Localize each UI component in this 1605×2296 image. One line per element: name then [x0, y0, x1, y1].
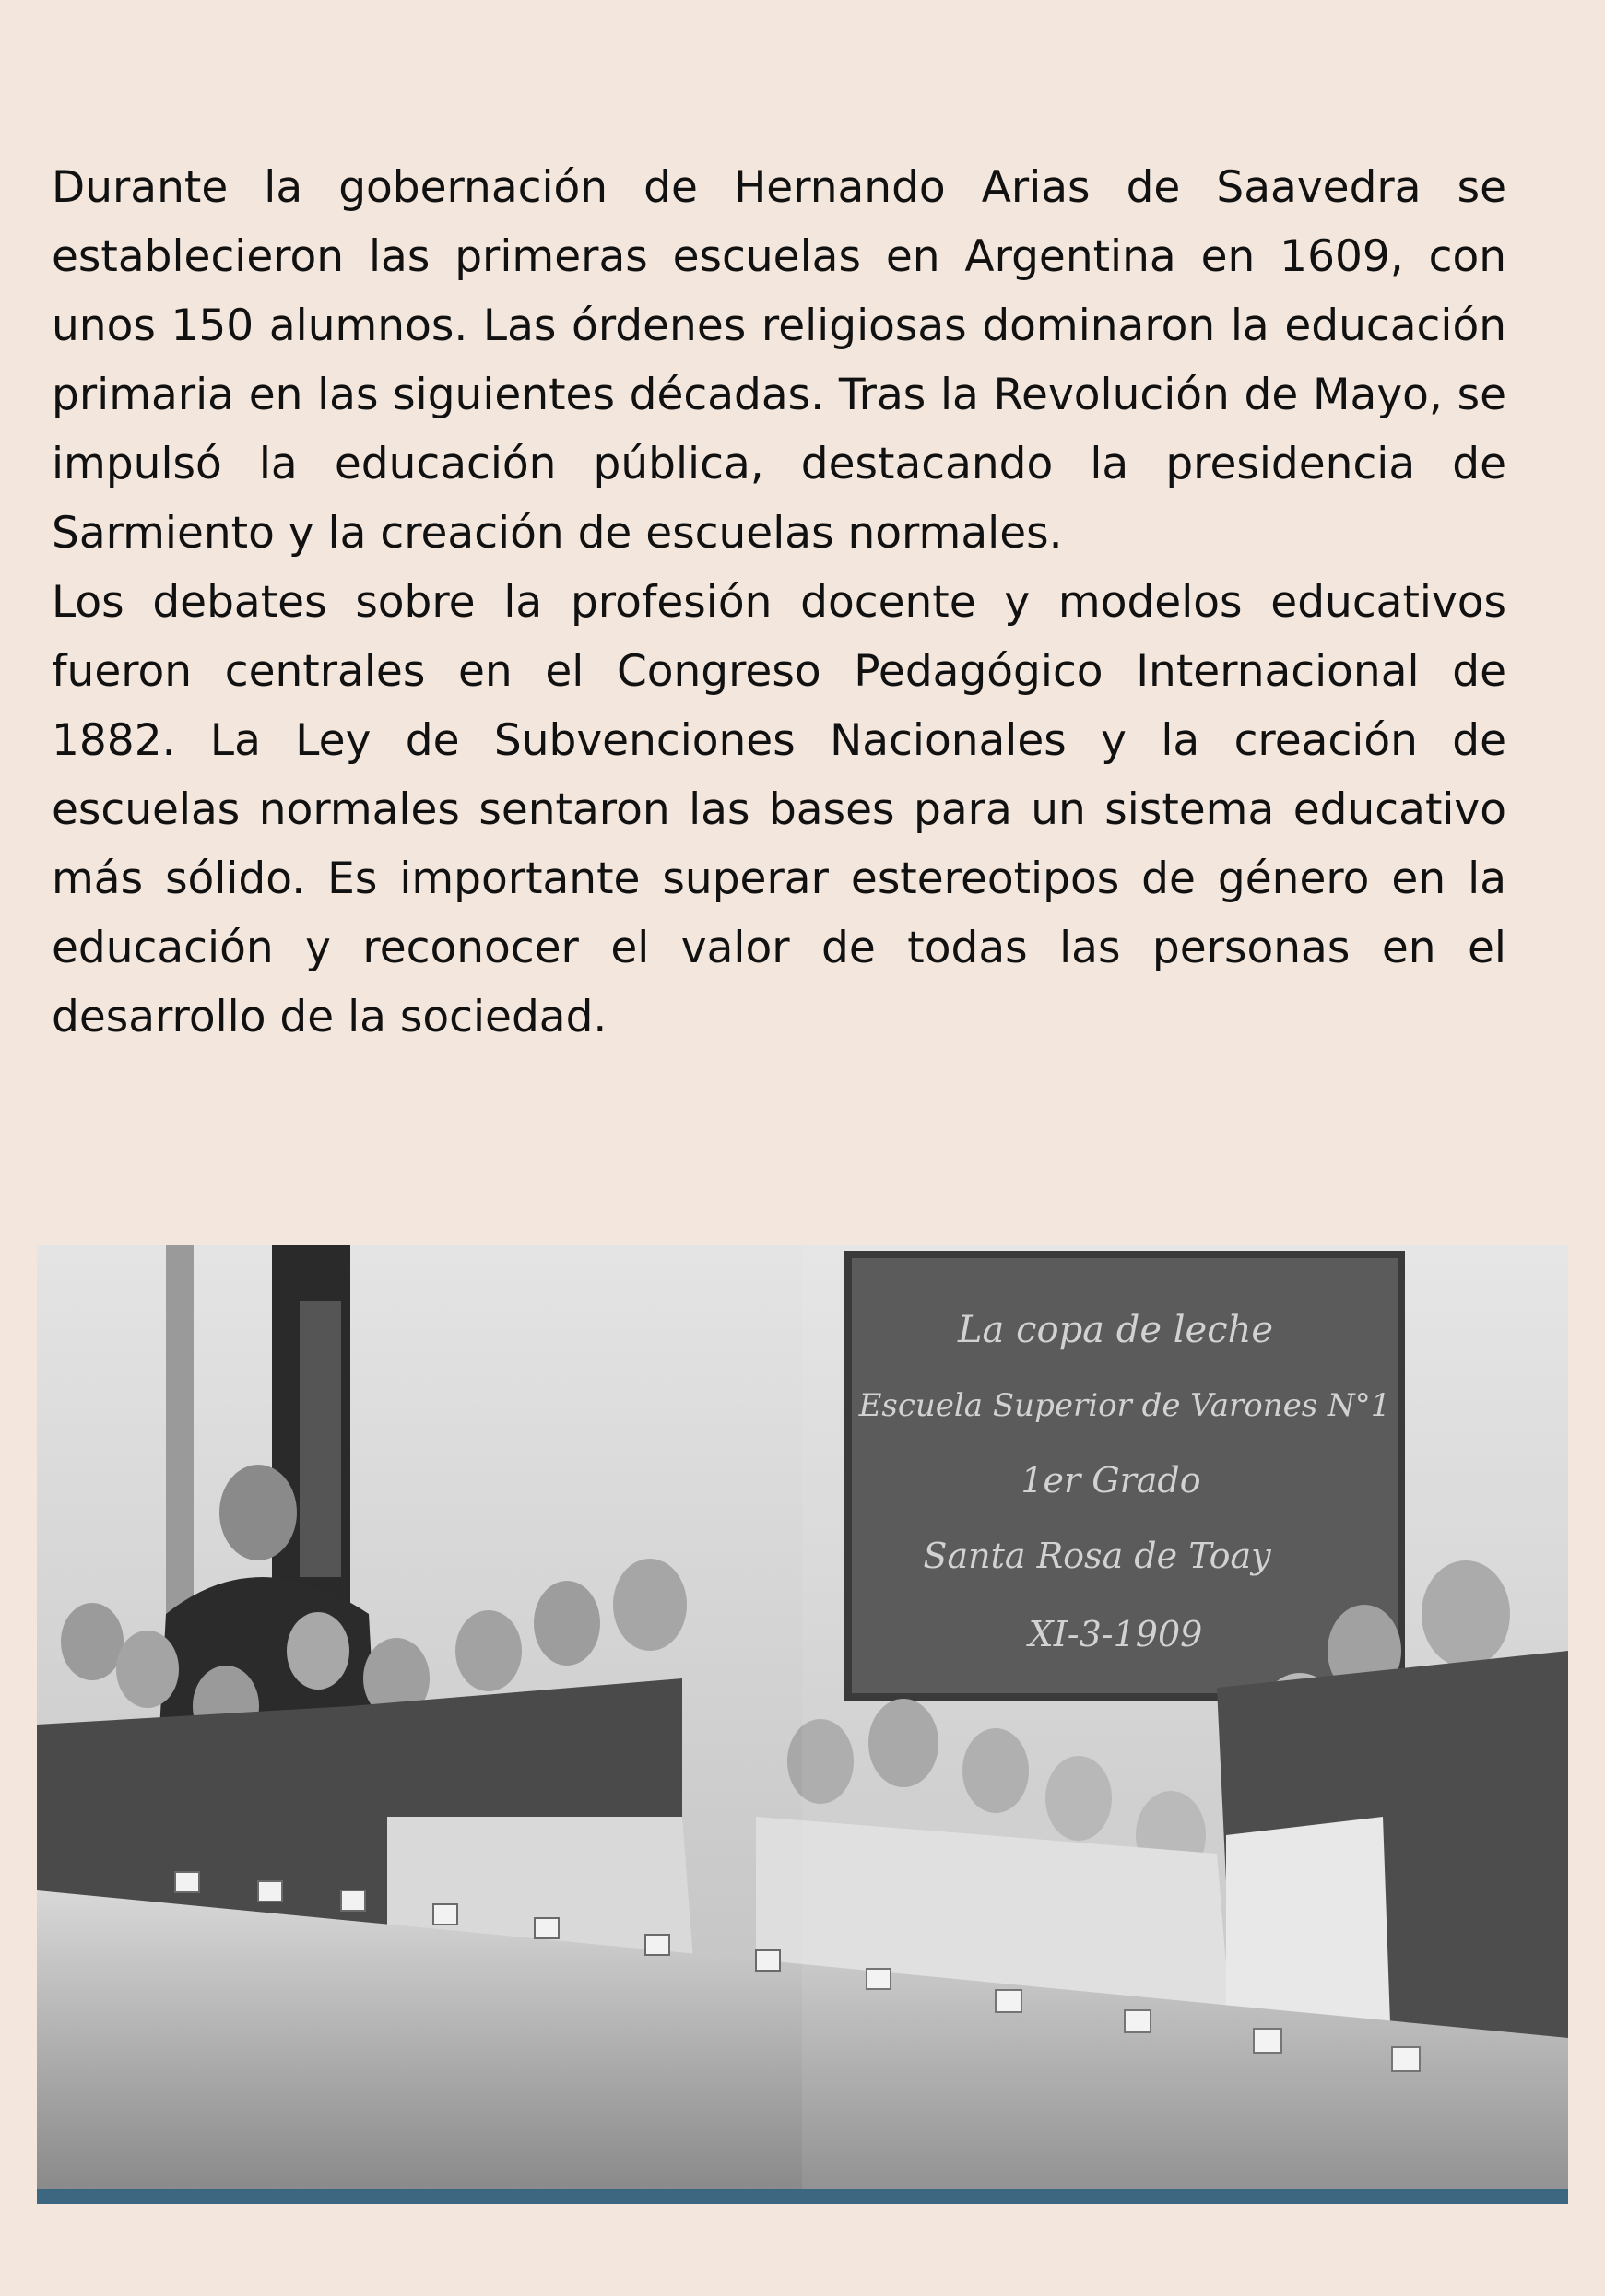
paragraph-1: Durante la gobernación de Hernando Arias de Saavedra se establecieron las primeras escuelas en Argentina en 1609, con unos 150 alumnos. Las órdenes religiosas dominaron la educación primaria en las siguientes décadas. Tras la Revolución de Mayo, se impulsó la educación pública, destacando la presidencia de Sarmiento y la creación de escuelas normales. [52, 162, 1506, 559]
chalkboard-line-3: 1er Grado [1021, 1460, 1201, 1501]
chalkboard-line-5: XI-3-1909 [1028, 1614, 1203, 1654]
historic-classroom-photo [37, 1245, 1568, 2189]
paragraph-2: Los debates sobre la profesión docente y modelos educativos fueron centrales en el Congreso Pedagógico Internacional de 1882. La Ley de Subvenciones Nacionales y la creación de escuelas normales sentaron las bases para un sistema educativo más sólido. Es importante superar estereotipos de género en la educación y reconocer el valor de todas las personas en el desarrollo de la sociedad. [52, 577, 1506, 1042]
chalkboard-line-2: Escuela Superior de Varones N°1 [858, 1387, 1391, 1424]
chalkboard-line-1: La copa de leche [957, 1309, 1274, 1351]
body-text [52, 153, 1506, 1052]
chalkboard-line-4: Santa Rosa de Toay [923, 1536, 1271, 1576]
photo-accent-bar [37, 2189, 1568, 2204]
